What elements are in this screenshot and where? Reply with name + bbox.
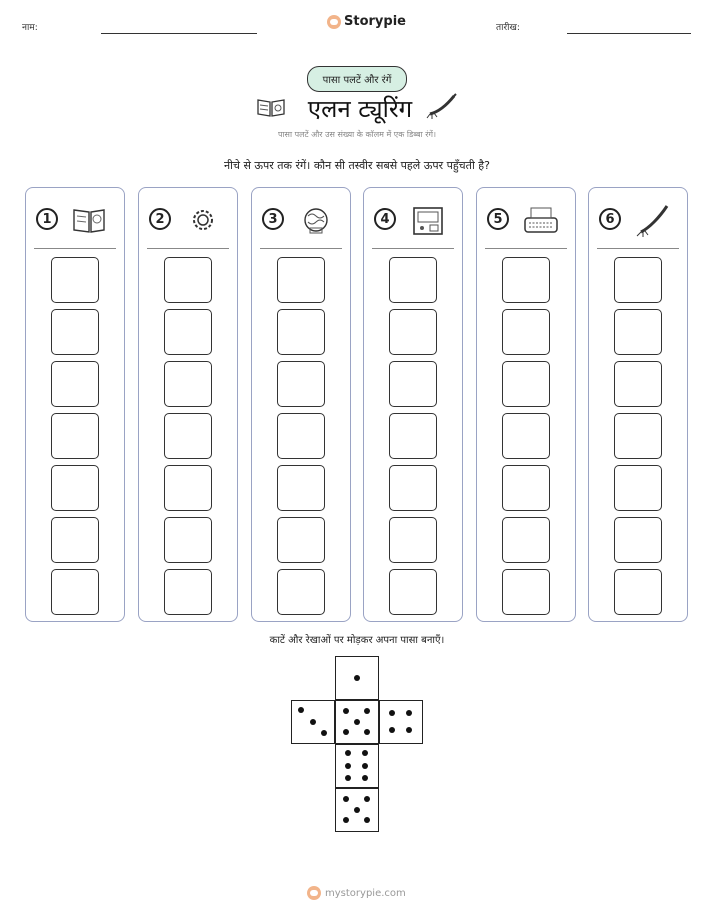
column-number: 6 (599, 208, 621, 230)
brain-icon (296, 202, 336, 238)
color-box[interactable] (277, 257, 325, 303)
column-6 (588, 187, 688, 622)
color-box[interactable] (389, 465, 437, 511)
dice-pip (345, 775, 351, 781)
column-divider (34, 248, 116, 249)
color-box[interactable] (51, 257, 99, 303)
color-box[interactable] (614, 569, 662, 615)
color-box[interactable] (164, 309, 212, 355)
cut-instruction: काटें और रेखाओं पर मोड़कर अपना पासा बनाएँ। (269, 635, 445, 646)
dice-face-4 (379, 700, 423, 744)
dice-face-5 (335, 700, 379, 744)
color-box[interactable] (614, 361, 662, 407)
question: नीचे से ऊपर तक रंगें। कौन सी तस्वीर सबसे पहले ऊपर पहुँचती है? (224, 159, 490, 172)
color-box[interactable] (277, 413, 325, 459)
dice-face-1 (335, 656, 379, 700)
dice-pip (406, 727, 412, 733)
dice-pip (343, 708, 349, 714)
column-2 (138, 187, 238, 622)
dice-pip (406, 710, 412, 716)
dice-pip (343, 729, 349, 735)
column-divider (372, 248, 454, 249)
color-box[interactable] (51, 517, 99, 563)
color-box[interactable] (51, 361, 99, 407)
dice-pip (364, 729, 370, 735)
column-number: 4 (374, 208, 396, 230)
wire-icon (633, 202, 673, 238)
date-line[interactable] (567, 33, 691, 34)
column-divider (147, 248, 229, 249)
color-box[interactable] (277, 309, 325, 355)
color-box[interactable] (614, 465, 662, 511)
color-box[interactable] (502, 465, 550, 511)
color-box[interactable] (614, 517, 662, 563)
dice-pip (345, 763, 351, 769)
color-box[interactable] (164, 361, 212, 407)
color-box[interactable] (164, 257, 212, 303)
dice-pip (321, 730, 327, 736)
color-box[interactable] (164, 569, 212, 615)
dice-pip (364, 708, 370, 714)
dice-pip (354, 719, 360, 725)
date-label: तारीख: (496, 23, 520, 33)
color-box[interactable] (502, 569, 550, 615)
dice-pip (354, 675, 360, 681)
name-label: नाम: (22, 23, 38, 33)
dice-pip (362, 775, 368, 781)
color-box[interactable] (51, 569, 99, 615)
dice-pip (343, 796, 349, 802)
dice-pip (345, 750, 351, 756)
footer (307, 886, 417, 900)
color-box[interactable] (389, 257, 437, 303)
dice-face-6 (335, 744, 379, 788)
dice-pip (298, 707, 304, 713)
column-header (252, 202, 350, 238)
column-number: 5 (487, 208, 509, 230)
dice-face-5 (335, 788, 379, 832)
color-box[interactable] (51, 465, 99, 511)
color-box[interactable] (614, 257, 662, 303)
color-box[interactable] (502, 517, 550, 563)
column-header (477, 202, 575, 238)
color-box[interactable] (614, 309, 662, 355)
column-header (364, 202, 462, 238)
dice-pip (389, 727, 395, 733)
dice-pip (310, 719, 316, 725)
column-number: 3 (262, 208, 284, 230)
column-5 (476, 187, 576, 622)
color-box[interactable] (164, 465, 212, 511)
column-number: 2 (149, 208, 171, 230)
color-box[interactable] (277, 361, 325, 407)
dice-pip (362, 750, 368, 756)
column-header (589, 202, 687, 238)
dice-pip (364, 796, 370, 802)
typewriter-icon (521, 202, 561, 238)
color-box[interactable] (502, 361, 550, 407)
dice-pip (362, 763, 368, 769)
color-box[interactable] (277, 569, 325, 615)
column-divider (485, 248, 567, 249)
book-title-icon (256, 96, 286, 118)
column-header (26, 202, 124, 238)
name-line[interactable] (101, 33, 257, 34)
subtitle: पासा पलटें और उस संख्या के कॉलम में एक डिब्बा रंगें। (277, 130, 437, 139)
column-3 (251, 187, 351, 622)
color-box[interactable] (277, 517, 325, 563)
color-box[interactable] (389, 309, 437, 355)
color-box[interactable] (389, 569, 437, 615)
footer-mascot-icon (307, 886, 321, 900)
brand-name: Storypie (344, 14, 406, 29)
color-box[interactable] (277, 465, 325, 511)
color-box[interactable] (389, 517, 437, 563)
color-box[interactable] (389, 361, 437, 407)
storypie-logo (327, 14, 406, 29)
column-divider (260, 248, 342, 249)
color-box[interactable] (51, 413, 99, 459)
dice-pip (364, 817, 370, 823)
color-box[interactable] (502, 309, 550, 355)
color-box[interactable] (164, 413, 212, 459)
gear-icon (183, 202, 223, 238)
color-box[interactable] (164, 517, 212, 563)
color-box[interactable] (389, 413, 437, 459)
color-box[interactable] (502, 413, 550, 459)
column-divider (597, 248, 679, 249)
column-1 (25, 187, 125, 622)
color-box[interactable] (614, 413, 662, 459)
color-box[interactable] (502, 257, 550, 303)
dice-pip (354, 807, 360, 813)
safe-icon (408, 202, 448, 238)
storypie-mascot-icon (327, 15, 341, 29)
dice-pip (343, 817, 349, 823)
dice-face-3 (291, 700, 335, 744)
color-box[interactable] (51, 309, 99, 355)
wire-title-icon (426, 92, 460, 120)
column-header (139, 202, 237, 238)
dice-pip (389, 710, 395, 716)
page-title: एलन ट्यूरिंग (307, 95, 413, 123)
book-icon (70, 202, 110, 238)
footer-url: mystorypie.com (325, 887, 406, 899)
column-4 (363, 187, 463, 622)
activity-pill: पासा पलटें और रंगें (307, 66, 407, 92)
column-number: 1 (36, 208, 58, 230)
